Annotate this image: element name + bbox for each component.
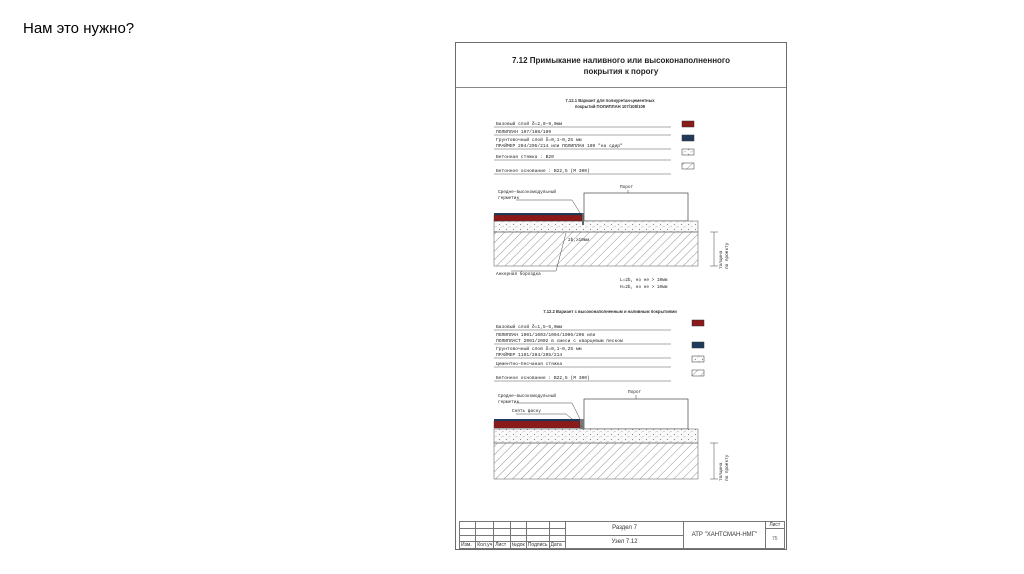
v2-chamfer-label: Снять фаску <box>512 409 541 414</box>
stamp-company: АТР "ХАНТСМАН-НМГ" <box>684 522 765 549</box>
v1-groove-label: Анкерная бороздка <box>496 272 541 277</box>
v2-legend-2: ПОЛИПЛАСТ 2001/2002 в смеси с кварцевым песком <box>496 339 623 344</box>
v2-legend-4: ПРАЙМЕР 1101/204/205/214 <box>496 353 563 358</box>
v1-swatch-concrete <box>682 163 694 169</box>
v1-legend-0: Базовый слой δ=2,0–9,0мм <box>496 122 563 127</box>
drawing-sheet <box>455 42 787 550</box>
v2-sealant <box>580 419 584 429</box>
v2-swatch-screed <box>692 356 704 362</box>
v2-threshold-label: Порог <box>628 390 642 395</box>
v2-screed <box>494 429 698 443</box>
v1-swatch-base <box>682 121 694 127</box>
v2-swatch-primer <box>692 342 704 348</box>
sheet-title-line1: 7.12 Примыкание наливного или высоконаполненного <box>511 56 731 65</box>
stamp-section: Раздел 7 <box>565 522 683 536</box>
variant1-section <box>494 190 718 271</box>
v1-note1: L=2b, но не > 10мм <box>620 278 668 283</box>
v2-legend-1: ПОЛИПЛАН 1001/1003/1004/1006/206 или <box>496 333 596 338</box>
v1-thickness-line1: толщина <box>719 250 724 269</box>
v2-sealant-line2: герметик <box>498 400 520 405</box>
v1-legend-4: Бетонная стяжка : В20 <box>496 155 554 160</box>
v1-note2: H=2b, но не > 10мм <box>620 285 668 290</box>
v1-legend-3: ПРАЙМЕР 204/205/214 или ПОЛИПЛАН 109 "на сдир" <box>496 144 623 149</box>
v2-thickness-line2: по проекту <box>725 454 730 481</box>
stamp-sheet-number: 75 <box>765 529 785 549</box>
stamp-col-4: Подпись <box>527 542 548 548</box>
v1-sealant-line1: Средне–высокомодульный <box>498 190 556 195</box>
v2-primer-layer <box>494 419 580 421</box>
v1-legend-5: Бетонное основание : В22,5 (М 300) <box>496 169 590 174</box>
v1-sealant-line2: герметик <box>498 196 520 201</box>
stamp-sheet-label: Лист <box>765 522 785 529</box>
variant1-heading-line2: покрытий ПОЛИПЛАН 107/108/109 <box>574 104 646 109</box>
variant1-heading <box>565 98 655 109</box>
slide-title: Нам это нужно? <box>23 20 135 37</box>
v2-thickness-line1: толщина <box>719 462 724 481</box>
stamp-col-2: Лист <box>494 542 510 549</box>
variant1-heading-line1: 7.12.1 Вариант для полиуретан-цементных <box>565 98 655 103</box>
variant2-heading: 7.12.2 Вариант с высоконаполненным и наливным покрытиями <box>543 309 677 314</box>
technical-drawing <box>456 43 788 551</box>
variant1-legend-swatches <box>682 121 694 169</box>
v1-sealant <box>582 213 584 225</box>
variant2-section <box>494 395 718 479</box>
v2-threshold <box>584 399 688 429</box>
v2-base-layer <box>494 421 580 428</box>
title-block-table <box>459 521 785 549</box>
stamp-node: Узел 7.12 <box>565 535 683 549</box>
v2-swatch-base <box>692 320 704 326</box>
v2-swatch-concrete <box>692 370 704 376</box>
stamp-col-5: Дата <box>549 542 565 549</box>
title-block <box>459 521 785 549</box>
stamp-col-3: №док <box>511 542 525 548</box>
v1-swatch-primer <box>682 135 694 141</box>
v1-base-layer <box>494 215 582 221</box>
v2-legend-3: Грунтовочный слой δ=0,1–0,25 мм <box>496 347 582 352</box>
v2-concrete-base <box>494 443 698 479</box>
v2-legend-5: Цементно–песчаная стяжка <box>496 362 563 367</box>
variant2-legend-swatches <box>692 320 704 376</box>
v1-screed <box>494 221 698 232</box>
v1-primer-layer <box>494 213 582 215</box>
v2-legend-6: Бетонное основание : В22,5 (М 300) <box>496 376 590 381</box>
v1-legend-2: Грунтовочный слой δ=0,1–0,25 мм <box>496 138 582 143</box>
stamp-col-0: Изм. <box>460 542 476 549</box>
stamp-col-1: Кол.уч <box>477 542 493 548</box>
v2-legend-0: Базовый слой δ=1,5–5,0мм <box>496 325 563 330</box>
v2-sealant-line1: Средне–высокомодульный <box>498 394 556 399</box>
sheet-title-line2: покрытия к порогу <box>583 67 659 76</box>
v1-dim-label: 2b,≥10мм <box>568 238 590 243</box>
v1-legend-1: ПОЛИПЛАН 107/108/109 <box>496 130 552 135</box>
v1-threshold <box>584 193 688 221</box>
v1-threshold-label: Порог <box>620 185 634 190</box>
variant1-legend <box>494 120 671 174</box>
v1-swatch-screed <box>682 149 694 155</box>
variant2-legend <box>494 323 671 381</box>
v1-thickness-line2: по проекту <box>725 242 730 269</box>
v1-concrete-base <box>494 232 698 266</box>
